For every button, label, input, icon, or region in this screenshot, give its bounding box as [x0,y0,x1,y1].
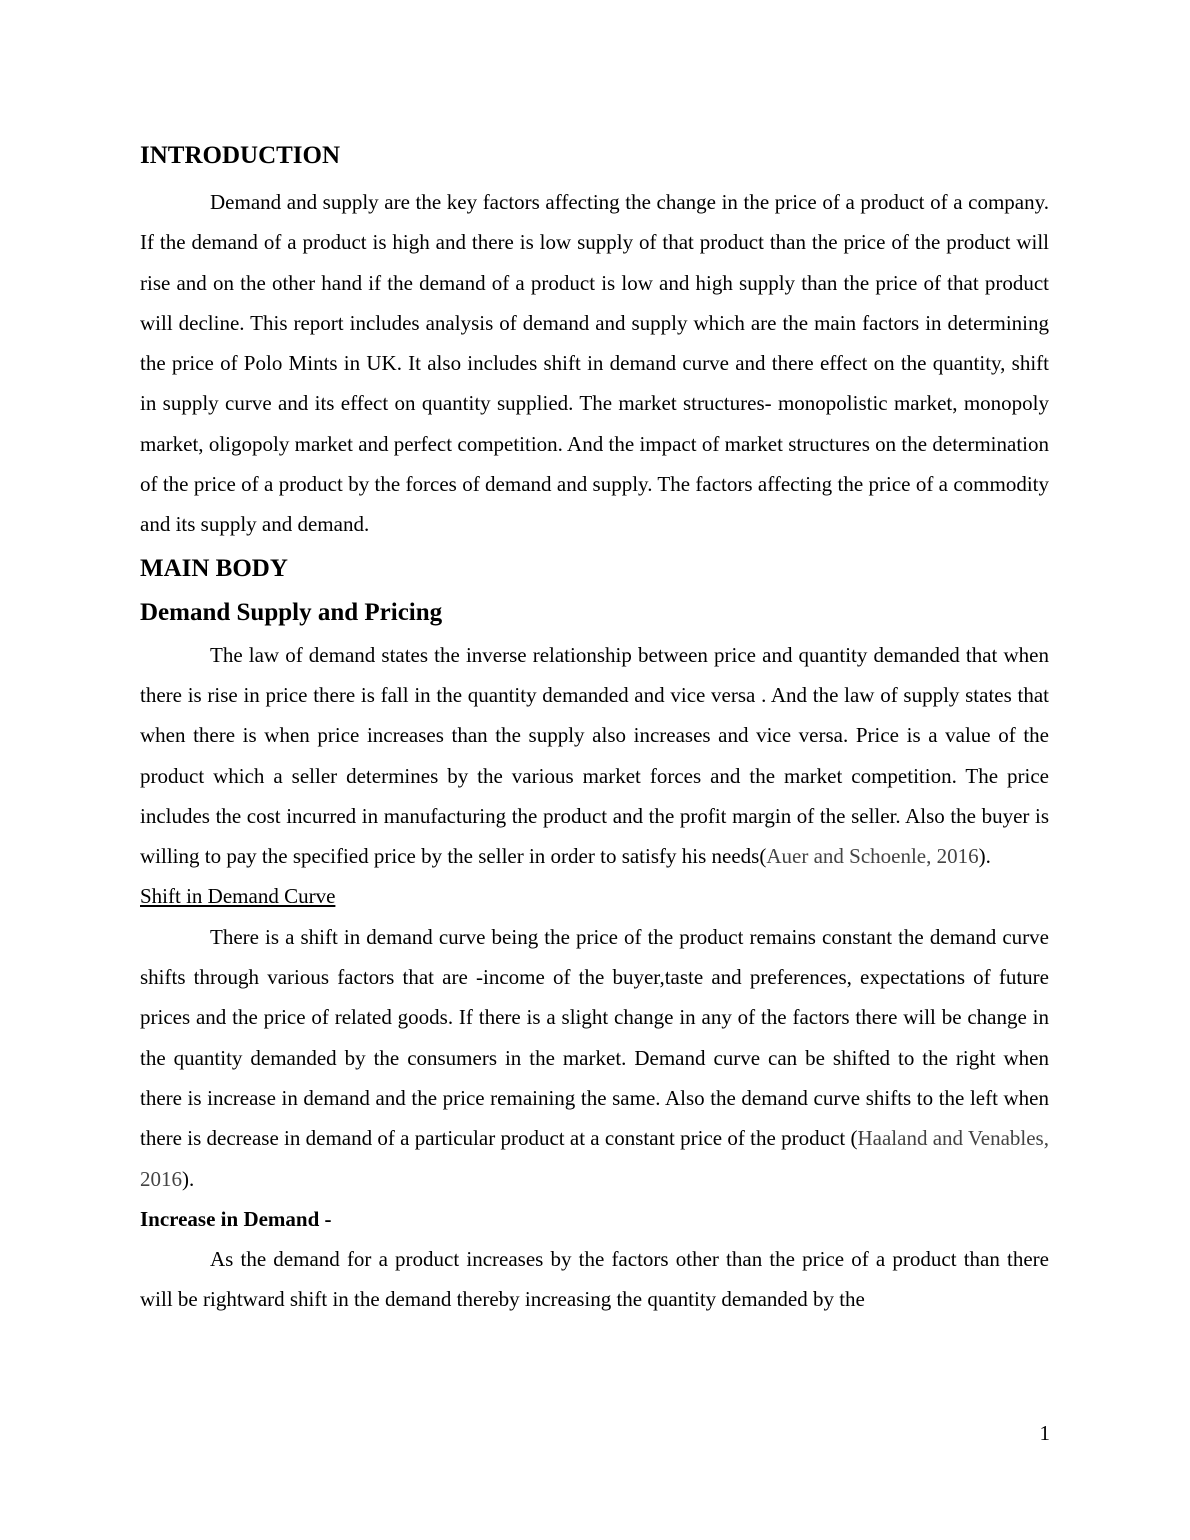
demand-supply-text: The law of demand states the inverse relationship between price and quantity demanded that when there is rise in price there is fall in the quantity demanded and vice versa . And the law of supply states that when there is when price increases than the supply also increases and vice versa. Price is a value of the product which a seller determines by the various market forces and the market competition. The price includes the cost incurred in manufacturing the product and the profit margin of the seller. Also the buyer is willing to pay the specified price by the seller in order to satisfy his needs( [140,642,1049,869]
demand-supply-text-end: ). [978,844,991,869]
increase-demand-heading: Increase in Demand - [140,1206,332,1231]
document-page [140,138,1049,1320]
demand-supply-pricing-heading: Demand Supply and Pricing [140,598,443,626]
main-body-heading: MAIN BODY [140,554,288,582]
introduction-paragraph: Demand and supply are the key factors affecting the change in the price of a product of a company. If the demand of a product is high and there is low supply of that product than the price of the product will rise and on the other hand if the demand of a product is low and high supply than the price of that product will decline. This report includes analysis of demand and supply which are the main factors in determining the price of Polo Mints in UK. It also includes shift in demand curve and there effect on the quantity, shift in supply curve and its effect on quantity supplied. The market structures- monopolistic market, monopoly market, oligopoly market and perfect competition. And the impact of market structures on the determination of the price of a product by the forces of demand and supply. The factors affecting the price of a commodity and its supply and demand. [140,190,1049,537]
citation-haaland-venables: Haaland and Venables, 2016 [140,1126,1049,1191]
shift-demand-paragraph [140,917,1049,1199]
increase-demand-paragraph: As the demand for a product increases by the factors other than the price of a product than there will be rightward shift in the demand thereby increasing the quantity demanded by the [140,1247,1049,1312]
citation-auer-schoenle: Auer and Schoenle, 2016 [766,844,979,869]
page-number: 1 [1039,1421,1050,1445]
demand-supply-paragraph [140,635,1049,877]
shift-demand-text: There is a shift in demand curve being the price of the product remains constant the demand curve shifts through various factors that are -income of the buyer,taste and preferences, expectations of future prices and the price of related goods. If there is a slight change in any of the factors there will be change in the quantity demanded by the consumers in the market. Demand curve can be shifted to the right when there is increase in demand and the price remaining the same. Also the demand curve shifts to the left when there is decrease in demand of a particular product at a constant price of the product ( [140,924,1049,1151]
introduction-heading: INTRODUCTION [140,142,341,169]
shift-demand-text-end: ). [182,1166,195,1191]
shift-demand-curve-heading: Shift in Demand Curve [140,884,336,909]
